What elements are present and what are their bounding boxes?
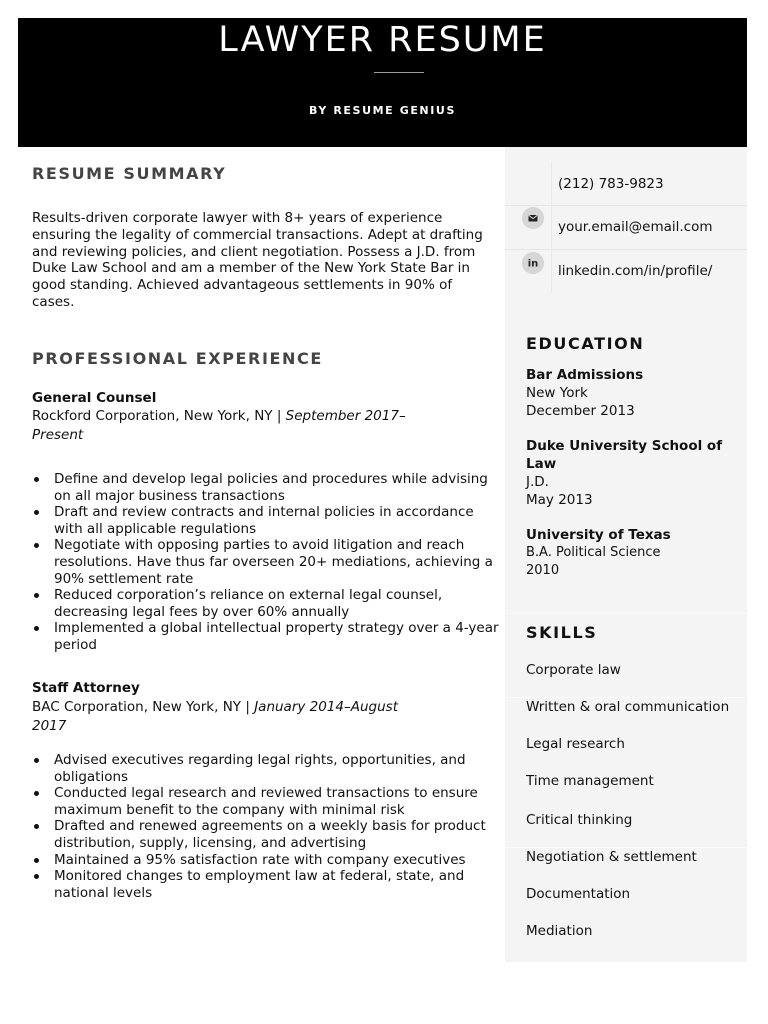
experience-heading: PROFESSIONAL EXPERIENCE — [32, 349, 323, 368]
list-item: Negotiate with opposing parties to avoid litigation and reach resolutions. Have thus far overseen 20+ mediations, achieving a 90% settlement rate — [54, 537, 506, 587]
svg-text:in: in — [527, 258, 539, 270]
skill-separator — [505, 847, 747, 848]
skill-item: Time management — [526, 773, 654, 789]
education-item — [526, 526, 741, 580]
email-icon — [522, 207, 544, 229]
job-bullets — [32, 752, 506, 901]
contact-phone[interactable]: (212) 783-9823 — [558, 176, 664, 192]
education-school: University of Texas — [526, 527, 671, 543]
list-item: Monitored changes to employment law at federal, state, and national levels — [54, 868, 506, 901]
summary-heading: RESUME SUMMARY — [32, 164, 227, 183]
education-heading: EDUCATION — [526, 334, 645, 353]
contact-linkedin-row — [505, 249, 747, 293]
job-dates: January 2014–August 2017 — [32, 699, 399, 734]
skill-item: Legal research — [526, 736, 625, 752]
summary-text: Results-driven corporate lawyer with 8+ years of experience ensuring the legality of commercial transactions. Adept at drafting and reviewing policies, and client negotiation. Possess a J.D. from Duke Law School and am a member of the New York State Bar in good standing. Achieved advantageous settlements in 90% of cases. — [32, 210, 483, 310]
education-school: Bar Admissions — [526, 367, 644, 383]
list-item: Drafted and renewed agreements on a weekly basis for product distribution, supply, licensing, and advertising — [54, 818, 506, 851]
section-separator — [505, 613, 747, 614]
job-title: Staff Attorney — [32, 680, 140, 696]
linkedin-icon-cell — [505, 249, 551, 293]
list-item: Define and develop legal policies and procedures while advising on all major business transactions — [54, 471, 506, 504]
phone-icon — [505, 161, 551, 205]
skills-heading: SKILLS — [526, 623, 598, 642]
linkedin-icon — [522, 252, 544, 274]
resume-title: LAWYER RESUME — [218, 20, 547, 60]
job-company: Rockford Corporation, New York, NY | — [32, 408, 286, 424]
sidebar — [505, 147, 747, 962]
job-meta — [32, 407, 432, 445]
contact-phone-row — [505, 161, 747, 205]
skill-item: Written & oral communication — [526, 699, 730, 715]
contact-divider — [551, 205, 552, 249]
contact-divider — [551, 161, 552, 205]
email-icon-cell — [505, 205, 551, 249]
list-item: Maintained a 95% satisfaction rate with company executives — [54, 852, 506, 869]
contact-email-row — [505, 205, 747, 249]
skill-separator — [505, 697, 747, 698]
education-detail: B.A. Political Science — [526, 545, 661, 560]
contact-email[interactable]: your.email@email.com — [558, 219, 713, 235]
list-item: Advised executives regarding legal rights, opportunities, and obligations — [54, 752, 506, 785]
resume-header — [18, 18, 747, 147]
education-school: Duke University School of Law — [526, 438, 723, 472]
job-dates: September 2017–Present — [32, 408, 406, 443]
skill-item: Corporate law — [526, 662, 621, 678]
education-date: December 2013 — [526, 403, 635, 419]
education-date: May 2013 — [526, 492, 593, 508]
skill-item: Documentation — [526, 886, 631, 902]
job-meta — [32, 698, 432, 736]
list-item: Draft and review contracts and internal policies in accordance with all applicable regulations — [54, 504, 506, 537]
list-item: Reduced corporation’s reliance on external legal counsel, decreasing legal fees by over 60% annually — [54, 587, 506, 620]
education-detail: New York — [526, 385, 588, 401]
list-item: Conducted legal research and reviewed transactions to ensure maximum benefit to the company with minimal risk — [54, 785, 506, 818]
list-item: Implemented a global intellectual property strategy over a 4-year period — [54, 620, 506, 653]
job-bullets — [32, 471, 506, 654]
contact-divider — [551, 249, 552, 293]
resume-byline: BY RESUME GENIUS — [308, 104, 456, 117]
skill-item: Critical thinking — [526, 812, 633, 828]
header-divider — [374, 72, 424, 73]
education-detail: J.D. — [526, 474, 549, 490]
education-date: 2010 — [526, 563, 560, 578]
job-title: General Counsel — [32, 390, 157, 406]
contact-linkedin[interactable]: linkedin.com/in/profile/ — [558, 263, 713, 279]
skill-item: Mediation — [526, 923, 593, 939]
education-item — [526, 437, 741, 509]
skill-item: Negotiation & settlement — [526, 849, 697, 865]
education-item — [526, 366, 741, 420]
job-company: BAC Corporation, New York, NY | — [32, 699, 255, 715]
